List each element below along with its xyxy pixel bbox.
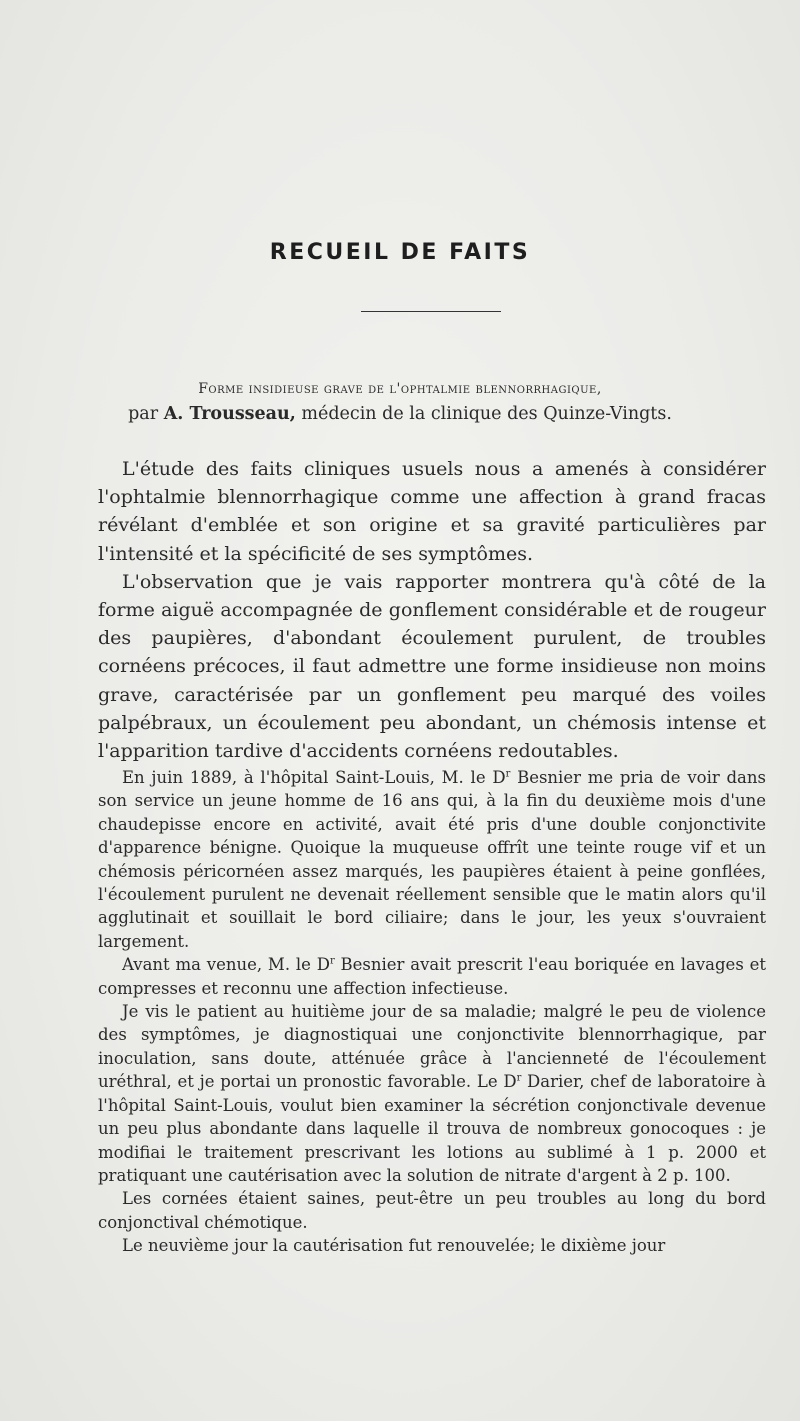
superscript: r [329, 955, 335, 967]
text-run: En juin 1889, à l'hôpital Saint-Louis, M. le D [122, 768, 506, 787]
section-heading: RECUEIL DE FAITS [269, 240, 531, 265]
heading-divider [361, 311, 501, 312]
text-run: Besnier avait prescrit l'eau boriquée en lavages et compresses et reconnu une affection infectieuse. [98, 955, 766, 998]
superscript: r [516, 1072, 522, 1084]
article-title: Forme insidieuse grave de l'ophtalmie blennorrhagique, [198, 381, 602, 397]
observation-paragraph [98, 1000, 766, 1187]
observation-paragraph [98, 953, 766, 1000]
observation-paragraph [98, 766, 766, 953]
superscript: r [505, 768, 511, 780]
intro-paragraph: L'observation que je vais rapporter montrera qu'à côté de la forme aiguë accompagnée de gonflement considérable et de rougeur des paupières, d'abondant écoulement purulent, de troubles cornéens précoces, il faut admettre une forme insidieuse non moins grave, caractérisée par un gonflement peu marqué des voiles palpébraux, un écoulement peu abondant, un chémosis intense et l'apparition tardive d'accidents cornéens redoutables. [98, 570, 766, 763]
byline-affiliation: médecin de la clinique des Quinze-Vingts. [301, 404, 672, 424]
text-run: Besnier me pria de voir dans son service un jeune homme de 16 ans qui, à la fin du deuxième mois d'une chaudepisse encore en activité, avait été pris d'une double conjonctivite d'apparence bénigne. Quoique la muqueuse offrît une teinte rouge vif et un chémosis péricornéen assez marqués, les paupières étaient à peine gonflées, l'écoulement purulent ne devenait réellement sensible que le matin alors qu'il agglutinait et souillait le bord ciliaire; dans le jour, les yeux s'ouvraient largement. [98, 768, 766, 951]
text-run: Darier, chef de laboratoire à l'hôpital Saint-Louis, voulut bien examiner la sécrétion conjonctivale devenue un peu plus abondante dans laquelle il trouva de nombreux gonocoques : je modifiai le traitement prescrivant les lotions au sublimé à 1 p. 2000 et pratiquant une cautérisation avec la solution de nitrate d'argent à 2 p. 100. [98, 1072, 766, 1185]
text-run: Je vis le patient au huitième jour de sa maladie; malgré le peu de violence des symptômes, je diagnostiquai une conjonctivite blennorrhagique, par inoculation, sans doute, atténuée grâce à l'ancienneté de l'écoulement uréthral, et je portai un pronostic favorable. Le D [98, 1002, 766, 1092]
intro-section [98, 455, 766, 765]
observation-paragraph: Les cornées étaient saines, peut-être un peu troubles au long du bord conjonctival chémotique. [98, 1189, 766, 1232]
byline [0, 404, 800, 424]
byline-prefix: par [128, 404, 159, 424]
observation-section [98, 766, 766, 1258]
author-name: A. Trousseau, [163, 404, 296, 424]
observation-paragraph: Le neuvième jour la cautérisation fut renouvelée; le dixième jour [122, 1236, 666, 1256]
text-run: Avant ma venue, M. le D [122, 955, 330, 975]
intro-paragraph: L'étude des faits cliniques usuels nous a amenés à considérer l'ophtalmie blennorrhagique comme une affection à grand fracas révélant d'emblée et son origine et sa gravité particulières par l'intensité et la spécificité de ses symptômes. [98, 458, 766, 565]
